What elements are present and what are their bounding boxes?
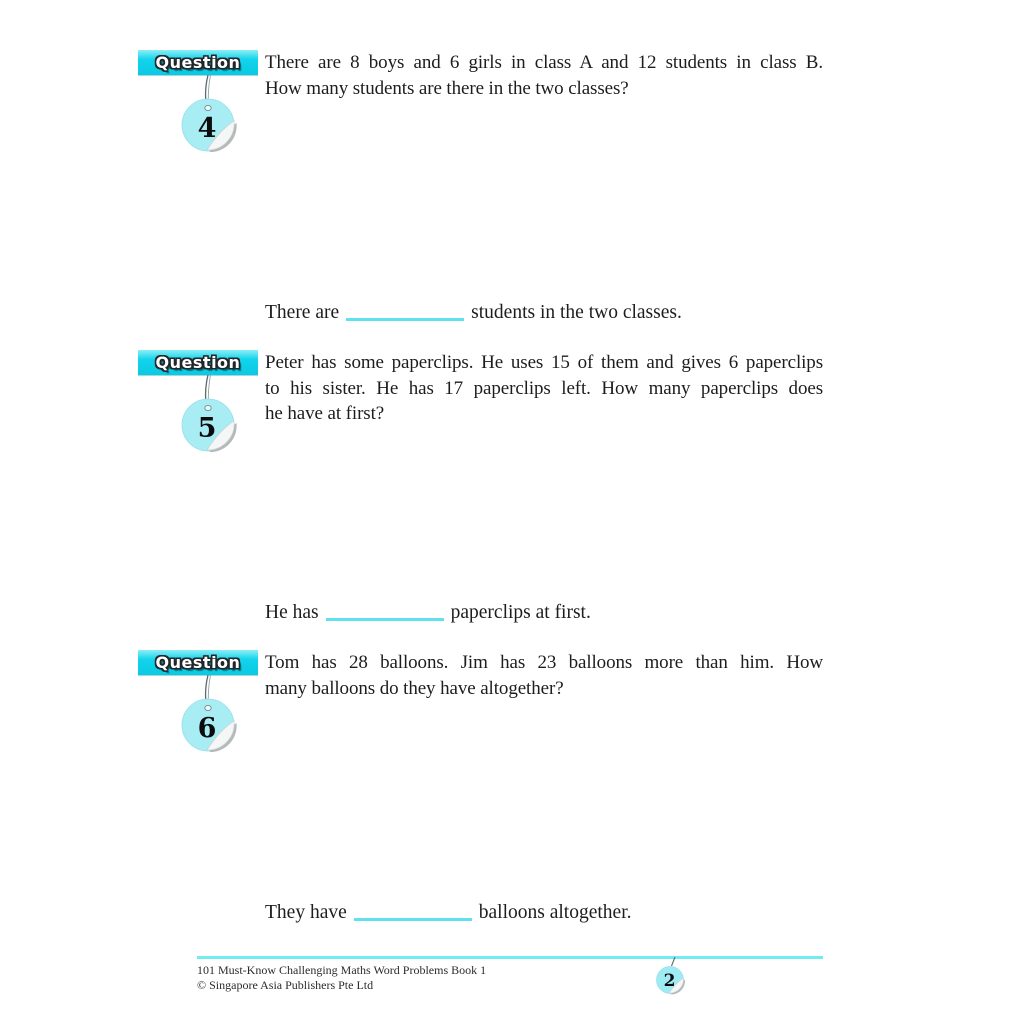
question-text-line: to his sister. He has 17 paperclips left. How many paperclips does xyxy=(265,377,823,399)
question-banner xyxy=(138,650,258,675)
question-banner xyxy=(138,350,258,375)
question-text-line: How many students are there in the two classes? xyxy=(265,77,629,99)
question-banner-label: Question xyxy=(155,53,241,72)
question-number: 5 xyxy=(197,413,217,444)
question-text xyxy=(265,650,823,701)
answer-suffix: students in the two classes. xyxy=(471,302,682,323)
question-block-6 xyxy=(138,650,824,950)
question-block-5 xyxy=(138,350,824,650)
question-text xyxy=(265,350,823,427)
answer-prefix: He has xyxy=(265,602,319,623)
question-text-line: Tom has 28 balloons. Jim has 23 balloons more than him. How xyxy=(265,652,823,673)
answer-blank[interactable] xyxy=(326,604,444,621)
question-number-tag xyxy=(174,75,242,159)
footer-credits xyxy=(197,963,486,992)
answer-prefix: There are xyxy=(265,302,340,323)
question-banner xyxy=(138,50,258,75)
footer-divider xyxy=(197,956,823,959)
question-text-line: many balloons do they have altogether? xyxy=(265,677,564,699)
question-number: 6 xyxy=(197,713,217,744)
answer-suffix: balloons altogether. xyxy=(478,902,632,923)
answer-blank[interactable] xyxy=(346,304,464,321)
tag-hole xyxy=(205,105,211,110)
question-number-tag xyxy=(174,375,242,459)
question-number: 4 xyxy=(197,113,217,144)
question-banner-label: Question xyxy=(155,353,241,372)
answer-sentence xyxy=(265,602,591,624)
question-text-line: There are 8 boys and 6 girls in class A and 12 students in class B. xyxy=(265,52,823,73)
page-tag-string-icon xyxy=(672,957,676,966)
answer-sentence xyxy=(265,902,631,924)
tag-hole xyxy=(205,405,211,410)
tag-hole xyxy=(205,705,211,710)
answer-blank[interactable] xyxy=(354,904,472,921)
footer-book-title: 101 Must-Know Challenging Maths Word Problems Book 1 xyxy=(197,963,487,977)
question-number-tag xyxy=(174,675,242,759)
answer-suffix: paperclips at first. xyxy=(450,602,591,623)
answer-sentence xyxy=(265,302,682,324)
footer-copyright: © Singapore Asia Publishers Pte Ltd xyxy=(197,977,374,992)
question-text xyxy=(265,50,823,101)
question-banner-label: Question xyxy=(155,653,241,672)
page-number-tag xyxy=(654,957,690,999)
page-number: 2 xyxy=(663,971,676,991)
answer-prefix: They have xyxy=(265,902,347,923)
question-text-line: Peter has some paperclips. He uses 15 of them and gives 6 paperclips xyxy=(265,352,823,373)
question-block-4 xyxy=(138,50,824,350)
question-text-line: he have at first? xyxy=(265,403,385,424)
